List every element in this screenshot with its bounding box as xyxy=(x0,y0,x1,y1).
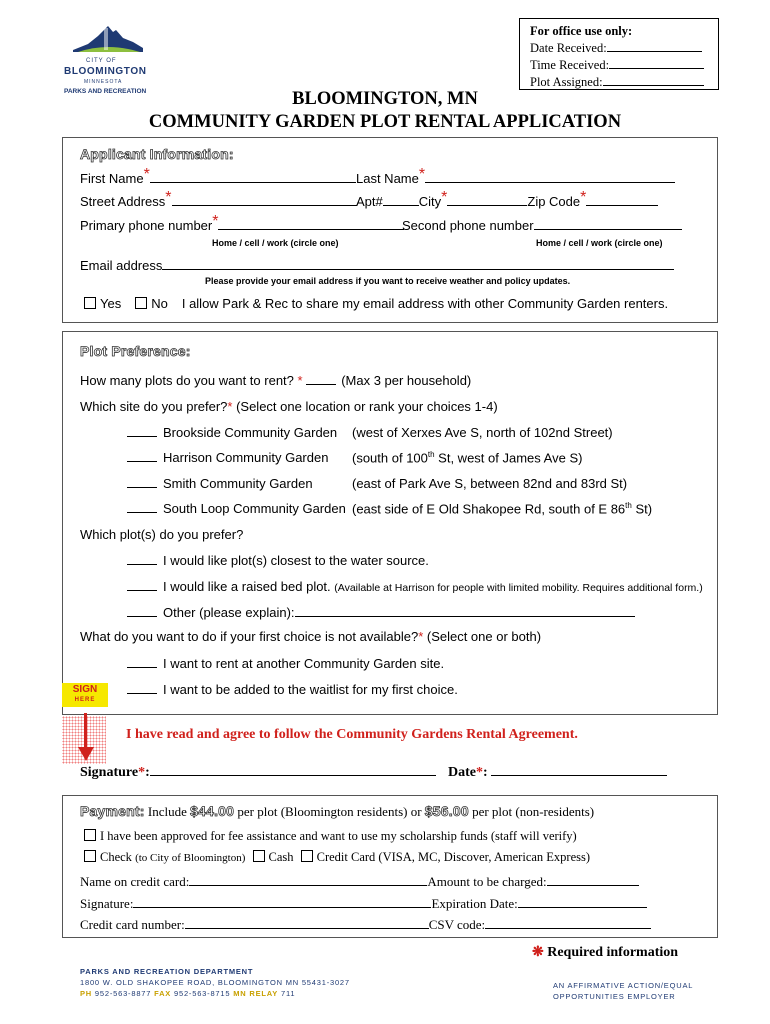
site-location: (east side of E Old Shakopee Rd, south of E 86th St) xyxy=(352,501,653,517)
site-rank-field[interactable] xyxy=(127,450,157,462)
office-use-box xyxy=(519,18,719,90)
payment-header-row xyxy=(80,803,594,820)
first-name-row xyxy=(80,166,356,188)
rent-other-label: I want to rent at another Community Garden site. xyxy=(163,656,445,671)
csv-field[interactable] xyxy=(485,916,651,929)
date-row xyxy=(448,763,667,781)
site-row xyxy=(127,476,313,491)
footer-aa1: AN AFFIRMATIVE ACTION/EQUAL xyxy=(553,981,694,990)
skyline-icon xyxy=(68,22,148,58)
site-rank-field[interactable] xyxy=(127,501,157,513)
applicant-heading: Applicant Information: xyxy=(80,146,234,162)
other-label: Other (please explain): xyxy=(163,605,295,620)
office-plot-label: Plot Assigned: xyxy=(530,75,603,89)
which-plot-label: Which plot(s) do you prefer? xyxy=(80,527,244,542)
title-line1: BLOOMINGTON, MN xyxy=(292,89,478,109)
required-asterisk: * xyxy=(143,166,150,183)
required-asterisk: * xyxy=(476,765,483,780)
office-plot-line xyxy=(603,73,704,86)
sign-here-tag xyxy=(62,683,108,707)
office-date-line xyxy=(607,39,702,52)
cash-checkbox[interactable] xyxy=(253,850,265,862)
signature-label: Signature xyxy=(80,765,139,780)
resident-fee: $44.00 xyxy=(190,803,235,819)
required-asterisk: * xyxy=(418,629,427,644)
footer-phones: PH 952-563-8877 FAX 952-563-8715 MN RELAY 711 xyxy=(80,989,296,998)
required-info-note xyxy=(532,944,678,961)
nonresident-fee: $56.00 xyxy=(424,803,469,819)
street-label: Street Address xyxy=(80,194,166,209)
required-info-label: Required information xyxy=(547,945,679,960)
other-row xyxy=(127,604,635,620)
card-signature-row xyxy=(80,895,647,912)
how-many-label: How many plots do you want to rent? xyxy=(80,373,294,388)
required-asterisk: * xyxy=(293,373,307,388)
card-number-field[interactable] xyxy=(185,916,429,929)
water-label: I would like plot(s) closest to the water source. xyxy=(163,553,429,568)
nonresident-fee-label: per plot (non-residents) xyxy=(472,804,595,819)
assistance-checkbox[interactable] xyxy=(84,829,96,841)
last-name-label: Last Name xyxy=(356,171,419,186)
primary-phone-label: Primary phone number xyxy=(80,218,213,233)
raised-label: I would like a raised bed plot. xyxy=(163,579,331,594)
last-name-field[interactable] xyxy=(425,170,675,183)
primary-phone-hint: Home / cell / work (circle one) xyxy=(212,238,339,248)
signature-colon: : xyxy=(145,765,150,780)
other-field[interactable] xyxy=(127,605,157,617)
required-asterisk: * xyxy=(227,399,237,414)
no-checkbox[interactable] xyxy=(135,297,147,309)
logo-state: MINNESOTA xyxy=(84,79,123,85)
card-signature-field[interactable] xyxy=(133,895,431,908)
which-site-label: Which site do you prefer? xyxy=(80,399,228,414)
required-asterisk: * xyxy=(212,213,219,230)
date-label: Date xyxy=(448,765,476,780)
email-row xyxy=(80,257,674,273)
raised-row xyxy=(127,579,703,594)
how-many-field[interactable] xyxy=(306,372,336,385)
city-label: City xyxy=(418,194,442,209)
sign-tag-top: SIGN xyxy=(72,684,98,695)
card-number-label: Credit card number: xyxy=(80,917,185,932)
apt-label: Apt# xyxy=(356,194,383,209)
site-row xyxy=(127,450,328,465)
card-name-field[interactable] xyxy=(189,873,427,886)
required-asterisk: * xyxy=(138,765,146,780)
required-asterisk: * xyxy=(418,166,426,183)
expiration-label: Expiration Date: xyxy=(431,896,518,911)
rent-other-row xyxy=(127,656,444,671)
credit-checkbox[interactable] xyxy=(301,850,313,862)
cash-label: Cash xyxy=(268,850,294,864)
logo-dept: PARKS AND RECREATION xyxy=(64,88,147,95)
logo-city-name: BLOOMINGTON xyxy=(64,66,147,77)
amount-label: Amount to be charged: xyxy=(427,874,547,889)
second-phone-row xyxy=(402,217,682,233)
asterisk-icon: ❋ xyxy=(532,945,544,960)
resident-fee-label: per plot (Bloomington residents) or xyxy=(237,804,422,819)
card-name-row xyxy=(80,873,639,890)
raised-note: (Available at Harrison for people with limited mobility. Requires additional form.) xyxy=(334,582,703,594)
apt-field[interactable] xyxy=(383,193,419,206)
water-row xyxy=(127,553,429,568)
required-asterisk: * xyxy=(580,189,587,206)
site-rank-field[interactable] xyxy=(127,476,157,488)
expiration-field[interactable] xyxy=(518,895,647,908)
office-date-label: Date Received: xyxy=(530,41,607,55)
office-time-line xyxy=(609,56,704,69)
footer-dept: PARKS AND RECREATION DEPARTMENT xyxy=(80,967,254,976)
site-location: (east of Park Ave S, between 82nd and 83rd St) xyxy=(352,476,628,491)
card-signature-label: Signature: xyxy=(80,896,134,911)
yes-checkbox[interactable] xyxy=(84,297,96,309)
plot-heading: Plot Preference: xyxy=(80,343,191,359)
office-title: For office use only: xyxy=(530,24,633,38)
no-label: No xyxy=(151,296,168,311)
first-name-label: First Name xyxy=(80,171,144,186)
signature-row xyxy=(80,763,436,781)
water-field[interactable] xyxy=(127,553,157,565)
amount-field[interactable] xyxy=(547,873,639,886)
date-colon: : xyxy=(483,765,488,780)
card-name-label: Name on credit card: xyxy=(80,874,190,889)
last-name-row xyxy=(356,166,675,188)
footer-address: 1800 W. OLD SHAKOPEE ROAD, BLOOMINGTON MN 55431-3027 xyxy=(80,978,350,987)
page-title xyxy=(0,88,770,134)
raised-field[interactable] xyxy=(127,579,157,591)
email-hint: Please provide your email address if you want to receive weather and policy updates. xyxy=(205,276,571,286)
waitlist-label: I want to be added to the waitlist for my first choice. xyxy=(163,682,458,697)
other-explain-field[interactable] xyxy=(295,604,635,617)
which-site-row xyxy=(80,399,498,414)
share-consent-text: I allow Park & Rec to share my email address with other Community Garden renters. xyxy=(181,296,669,311)
email-field[interactable] xyxy=(162,257,674,270)
site-name: South Loop Community Garden xyxy=(163,501,346,516)
zip-field[interactable] xyxy=(586,193,658,206)
site-row xyxy=(127,501,346,516)
credit-label: Credit Card (VISA, MC, Discover, American Express) xyxy=(316,850,591,864)
check-checkbox[interactable] xyxy=(84,850,96,862)
first-choice-row xyxy=(80,629,541,644)
required-asterisk: * xyxy=(441,189,448,206)
rent-other-field[interactable] xyxy=(127,656,157,668)
check-label: Check xyxy=(100,850,132,864)
site-name: Smith Community Garden xyxy=(163,476,313,491)
agreement-text: I have read and agree to follow the Community Gardens Rental Agreement. xyxy=(126,727,578,742)
site-row xyxy=(127,425,337,440)
share-email-row xyxy=(84,296,668,311)
payment-heading: Payment: xyxy=(80,803,145,819)
office-time-label: Time Received: xyxy=(530,58,610,72)
zip-label: Zip Code xyxy=(527,194,581,209)
first-choice-note: (Select one or both) xyxy=(426,629,542,644)
signature-field[interactable] xyxy=(150,763,436,776)
assistance-row xyxy=(84,829,577,844)
footer-left xyxy=(80,966,350,999)
second-phone-label: Second phone number xyxy=(402,218,534,233)
first-choice-label: What do you want to do if your first choice is not available? xyxy=(80,629,419,644)
site-rank-field[interactable] xyxy=(127,425,157,437)
site-location: (south of 100th St, west of James Ave S) xyxy=(352,450,583,466)
check-note: (to City of Bloomington) xyxy=(135,852,246,864)
max-note: (Max 3 per household) xyxy=(341,373,472,388)
apt-row xyxy=(356,189,658,211)
title-line2: COMMUNITY GARDEN PLOT RENTAL APPLICATION xyxy=(148,112,622,132)
yes-label: Yes xyxy=(100,296,122,311)
waitlist-row xyxy=(127,682,458,697)
city-field[interactable] xyxy=(447,193,527,206)
payment-method-row xyxy=(84,850,590,865)
required-asterisk: * xyxy=(165,189,172,206)
site-name: Brookside Community Garden xyxy=(163,425,338,440)
footer-aa2: OPPORTUNITIES EMPLOYER xyxy=(553,992,676,1001)
how-many-row xyxy=(80,372,471,388)
primary-phone-row xyxy=(80,213,404,235)
first-name-field[interactable] xyxy=(150,170,356,183)
email-label: Email address xyxy=(80,258,163,273)
second-phone-field[interactable] xyxy=(534,217,682,230)
street-row xyxy=(80,189,357,211)
logo-city-of: CITY OF xyxy=(86,58,117,64)
street-field[interactable] xyxy=(172,193,357,206)
sign-tag-bottom: HERE xyxy=(74,697,96,703)
assistance-label: I have been approved for fee assistance and want to use my scholarship funds (staff will verify) xyxy=(100,829,577,843)
waitlist-field[interactable] xyxy=(127,682,157,694)
payment-include: Include xyxy=(147,804,187,819)
site-name: Harrison Community Garden xyxy=(163,450,329,465)
card-number-row xyxy=(80,916,651,933)
sign-arrow-icon xyxy=(76,713,96,763)
footer-right xyxy=(553,980,693,1002)
second-phone-hint: Home / cell / work (circle one) xyxy=(536,238,663,248)
csv-label: CSV code: xyxy=(428,917,486,932)
site-location: (west of Xerxes Ave S, north of 102nd Street) xyxy=(352,425,613,440)
which-site-note: (Select one location or rank your choices 1-4) xyxy=(236,399,498,414)
date-field[interactable] xyxy=(491,763,667,776)
primary-phone-field[interactable] xyxy=(218,217,404,230)
